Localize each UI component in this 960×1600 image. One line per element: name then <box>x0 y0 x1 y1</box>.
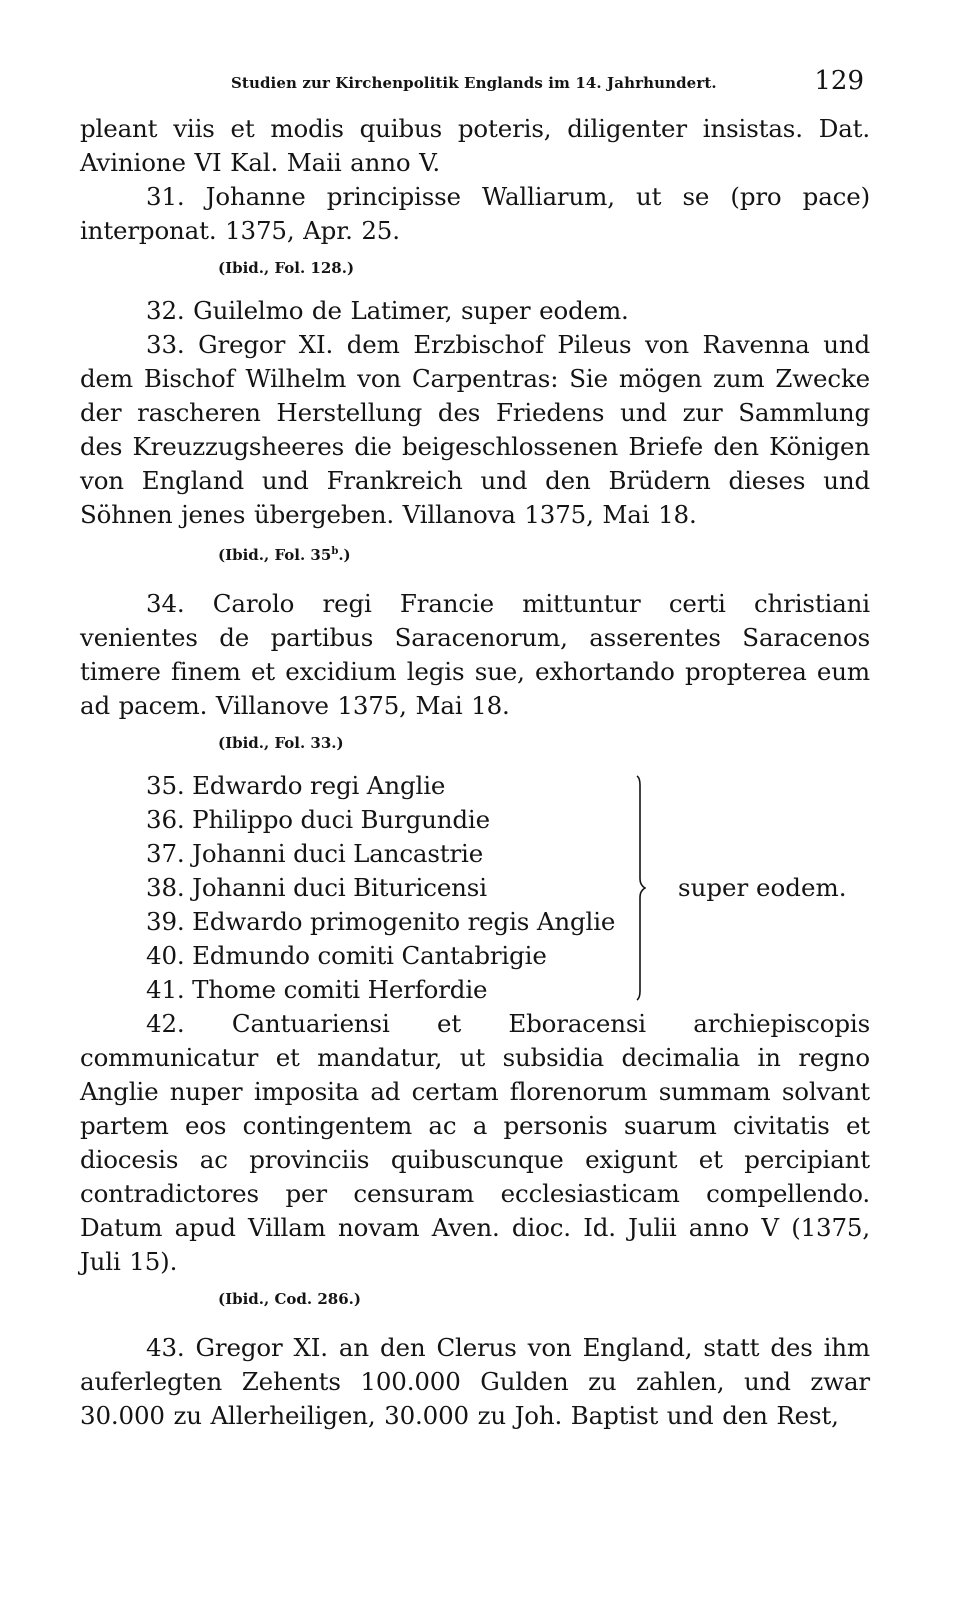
entry-34-source: (Ibid., Fol. 33.) <box>218 734 344 752</box>
list-item: 35. Edwardo regi Anglie <box>146 771 446 800</box>
list-item: 39. Edwardo primogenito regis Anglie <box>146 907 616 936</box>
entry-33-source <box>80 542 870 565</box>
entry-33-source-end: .) <box>338 546 351 564</box>
entry-33-source-main: (Ibid., Fol. 35 <box>218 546 332 564</box>
document-page <box>80 62 870 1433</box>
list-item: 37. Johanni duci Lancastrie <box>146 839 484 868</box>
entry-43: 43. Gregor XI. an den Clerus von England, statt des ihm auferlegten Zehents 100.000 Gulden zu zahlen, und zwar 30.000 zu Allerheiligen, 30.000 zu Joh. Baptist und den Rest, <box>80 1333 870 1430</box>
list-item: 36. Philippo duci Burgundie <box>146 805 490 834</box>
entry-31: 31. Johanne principisse Walliarum, ut se (pro pace) interponat. 1375, Apr. 25. <box>80 182 870 245</box>
entries-35-41-list <box>146 769 615 1007</box>
page-header <box>80 62 870 102</box>
entry-31-source: (Ibid., Fol. 128.) <box>218 259 355 277</box>
entry-34: 34. Carolo regi Francie mittuntur certi christiani venientes de partibus Saracenorum, asserentes Saracenos timere finem et excidium legis sue, exhortando propterea eum ad pacem. Villanove 1375, Mai 18. <box>80 589 870 720</box>
running-head: Studien zur Kirchenpolitik Englands im 14. Jahrhundert. <box>231 74 717 92</box>
entries-35-41-group <box>80 769 870 1007</box>
page-number: 129 <box>814 66 864 96</box>
right-brace-icon <box>636 775 646 1001</box>
entry-33-source-superscript: b <box>331 546 339 557</box>
list-item: 38. Johanni duci Bituricensi <box>146 873 487 902</box>
list-item: 41. Thome comiti Herfordie <box>146 975 488 1004</box>
entry-42-source: (Ibid., Cod. 286.) <box>218 1290 361 1308</box>
list-item: 40. Edmundo comiti Cantabrigie <box>146 941 547 970</box>
entry-32: 32. Guilelmo de Latimer, super eodem. <box>146 296 629 325</box>
continued-paragraph: pleant viis et modis quibus poteris, diligenter insistas. Dat. Avinione VI Kal. Maii anno V. <box>80 114 870 177</box>
entry-42: 42. Cantuariensi et Eboracensi archiepiscopis communicatur et mandatur, ut subsidia decimalia in regno Anglie nuper imposita ad certam florenorum summam solvant partem eos contingentem ac a personis suarum civitatis et diocesis ac provinciis quibuscunque exigunt et percipiant contradictores per censuram ecclesiasticam compellendo. Datum apud Villam novam Aven. dioc. Id. Julii anno V (1375, Juli 15). <box>80 1009 870 1276</box>
group-note: super eodem. <box>678 873 847 902</box>
entry-33: 33. Gregor XI. dem Erzbischof Pileus von Ravenna und dem Bischof Wilhelm von Carpentras: Sie mögen zum Zwecke der rascheren Herstellung des Friedens und zur Sammlung des Kreuzzugsheeres die beigeschlossenen Briefe den Königen von England und Frankreich und den Brüdern dieses und Söhnen jenes übergeben. Villanova 1375, Mai 18. <box>80 330 870 529</box>
